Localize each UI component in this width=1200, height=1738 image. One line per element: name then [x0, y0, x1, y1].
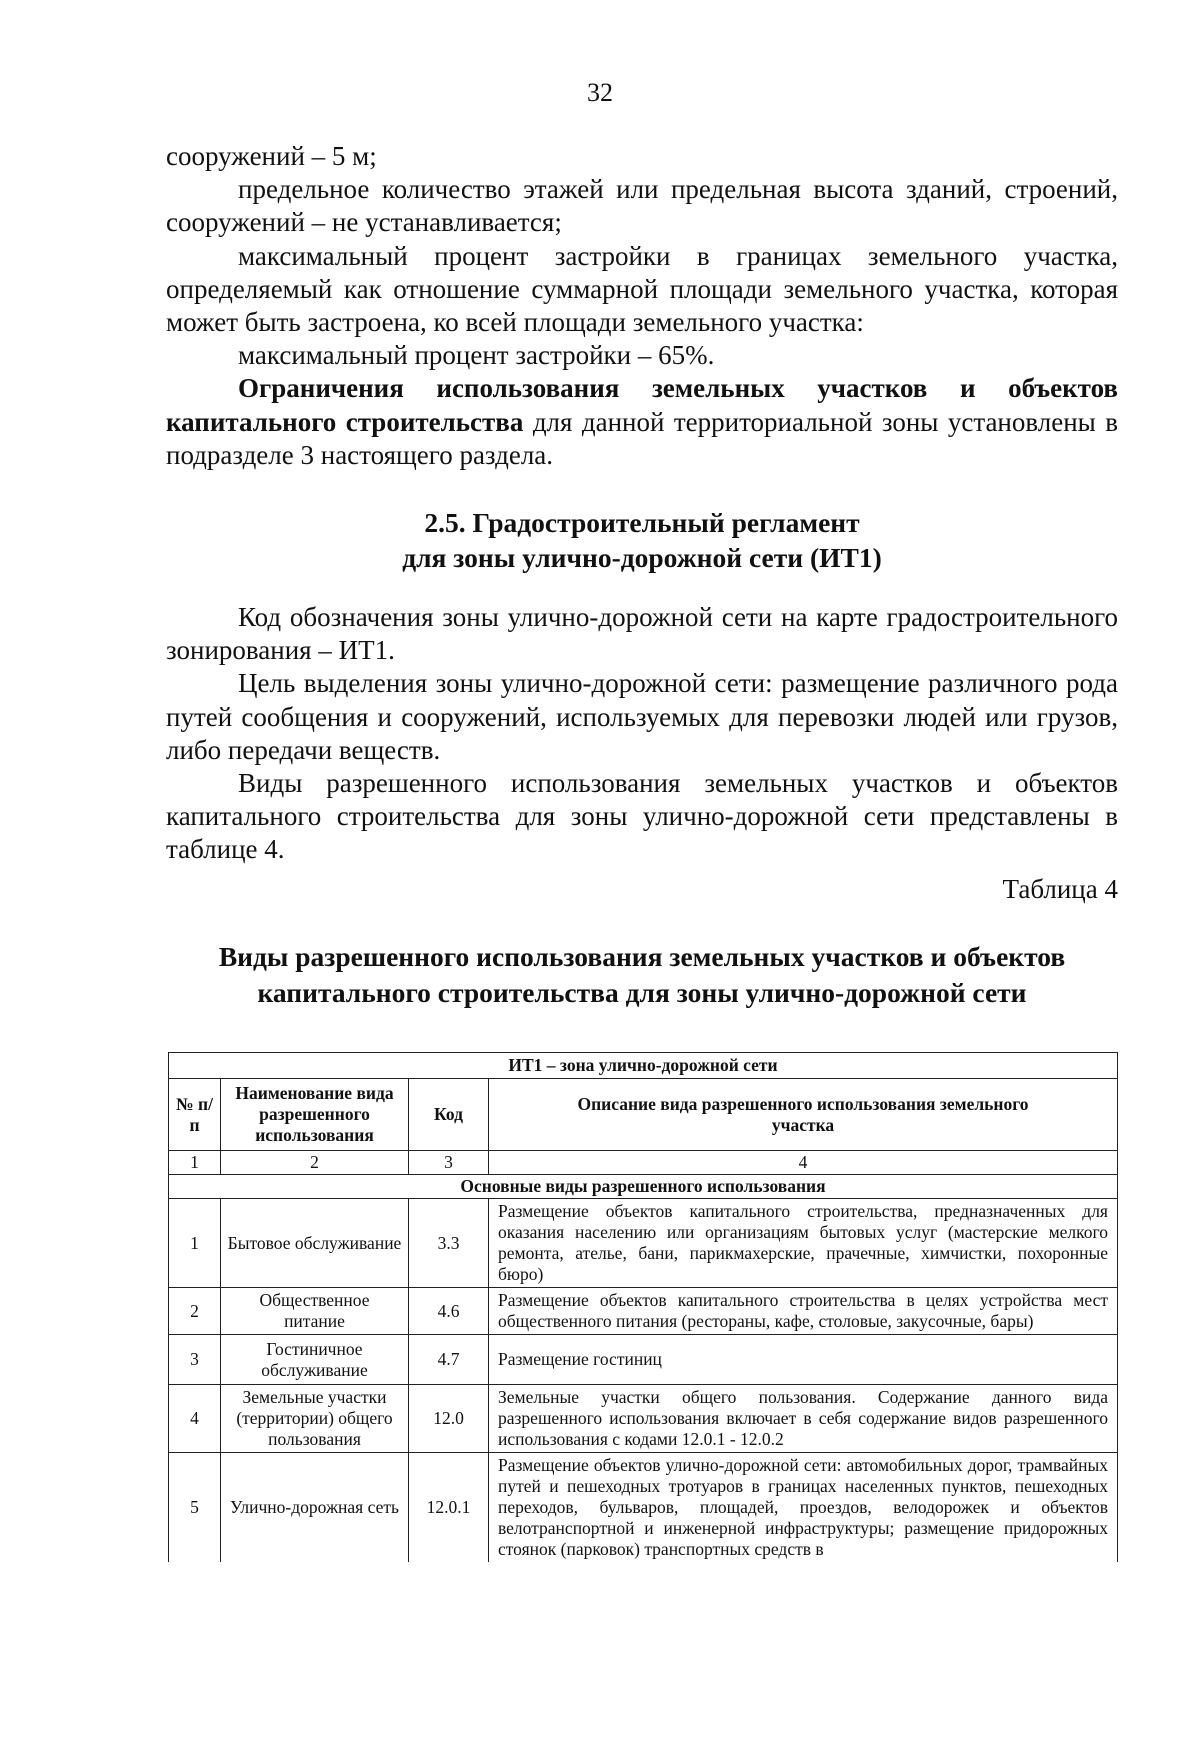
row-description: Земельные участки общего пользования. Содержание данного вида разрешенного использования включает в себя содержание видов разрешенного использования с кодами 12.0.1 - 12.0.2 — [489, 1385, 1118, 1453]
column-header-row — [169, 1079, 1118, 1151]
row-description: Размещение объектов капитального строительства в целях устройства мест общественного питания (рестораны, кафе, столовые, закусочные, бары) — [489, 1288, 1118, 1335]
column-header-num: № п/п — [169, 1079, 221, 1151]
row-code: 3.3 — [409, 1199, 489, 1288]
paragraph-text: для данной территориальной зоны установлены в подразделе 3 настоящего раздела. — [166, 406, 1118, 470]
row-code: 4.6 — [409, 1288, 489, 1335]
paragraph: сооружений – 5 м; — [166, 141, 377, 171]
row-name: Земельные участки (территории) общего пользования — [221, 1385, 409, 1453]
row-number: 1 — [169, 1199, 221, 1288]
row-name: Бытовое обслуживание — [221, 1199, 409, 1288]
column-number: 1 — [169, 1151, 221, 1175]
table-row — [169, 1385, 1118, 1453]
row-number: 4 — [169, 1385, 221, 1453]
paragraph: Цель выделения зоны улично-дорожной сети: размещение различного рода путей сообщения и сооружений, используемых для перевозки людей или грузов, либо передачи веществ. — [166, 668, 1118, 765]
column-header-description: Описание вида разрешенного использования земельного участка — [489, 1079, 1118, 1151]
column-number: 2 — [221, 1151, 409, 1175]
group-header-row — [169, 1175, 1118, 1199]
page-number: 32 — [587, 78, 613, 107]
row-number: 5 — [169, 1453, 221, 1563]
table-row — [169, 1335, 1118, 1385]
paragraph: Код обозначения зоны улично-дорожной сети на карте градостроительного зонирования – ИТ1. — [166, 602, 1118, 666]
table-row — [169, 1199, 1118, 1288]
section-title — [166, 505, 1118, 575]
section-title-line: для зоны улично-дорожной сети (ИТ1) — [402, 542, 882, 574]
zone-header: ИТ1 – зона улично-дорожной сети — [169, 1053, 1118, 1079]
paragraph: предельное количество этажей или предельная высота зданий, строений, сооружений – не устанавливается; — [166, 174, 1118, 238]
row-description: Размещение объектов капитального строительства, предназначенных для оказания населению или организациям бытовых услуг (мастерские мелкого ремонта, ателье, бани, парикмахерские, прачечные, химчистки, похоронные бюро) — [489, 1199, 1118, 1288]
row-code: 4.7 — [409, 1335, 489, 1385]
document-body — [166, 140, 1118, 1011]
paragraph — [166, 372, 1118, 472]
column-number: 3 — [409, 1151, 489, 1175]
table-title — [166, 939, 1118, 1011]
row-name: Гостиничное обслуживание — [221, 1335, 409, 1385]
column-header-code: Код — [409, 1079, 489, 1151]
row-number: 2 — [169, 1288, 221, 1335]
row-description: Размещение объектов улично-дорожной сети: автомобильных дорог, трамвайных путей и пешеходных тротуаров в границах населенных пунктов, пешеходных переходов, бульваров, площадей, проездов, велодорожек и объектов велотранспортной и инженерной инфраструктуры; размещение придорожных стоянок (парковок) транспортных средств в — [489, 1453, 1118, 1563]
table-label: Таблица 4 — [1002, 873, 1118, 904]
land-use-table — [168, 1052, 1118, 1562]
row-number: 3 — [169, 1335, 221, 1385]
column-number-row — [169, 1151, 1118, 1175]
paragraph: максимальный процент застройки в границах земельного участка, определяемый как отношение суммарной площади земельного участка, которая может быть застроена, ко всей площади земельного участка: — [166, 240, 1118, 338]
group-header: Основные виды разрешенного использования — [169, 1175, 1118, 1199]
column-number: 4 — [489, 1151, 1118, 1175]
table-title-line: капитального строительства для зоны улично-дорожной сети — [257, 976, 1027, 1008]
column-header-name: Наименование вида разрешенного использования — [221, 1079, 409, 1151]
table-row — [169, 1453, 1118, 1563]
table-title-line: Виды разрешенного использования земельных участков и объектов — [218, 940, 1066, 972]
row-code: 12.0.1 — [409, 1453, 489, 1563]
section-title-line: 2.5. Градостроительный регламент — [424, 507, 860, 539]
paragraph: Виды разрешенного использования земельных участков и объектов капитального строительства для зоны улично-дорожной сети представлены в таблице 4. — [166, 768, 1118, 865]
row-code: 12.0 — [409, 1385, 489, 1453]
zone-header-row — [169, 1053, 1118, 1079]
row-name: Улично-дорожная сеть — [221, 1453, 409, 1563]
row-description: Размещение гостиниц — [489, 1335, 1118, 1385]
paragraph: максимальный процент застройки – 65%. — [238, 340, 715, 371]
table-row — [169, 1288, 1118, 1335]
row-name: Общественное питание — [221, 1288, 409, 1335]
bold-text: Ограничения использования земельных участков и объектов капитального строительства — [166, 373, 1118, 437]
